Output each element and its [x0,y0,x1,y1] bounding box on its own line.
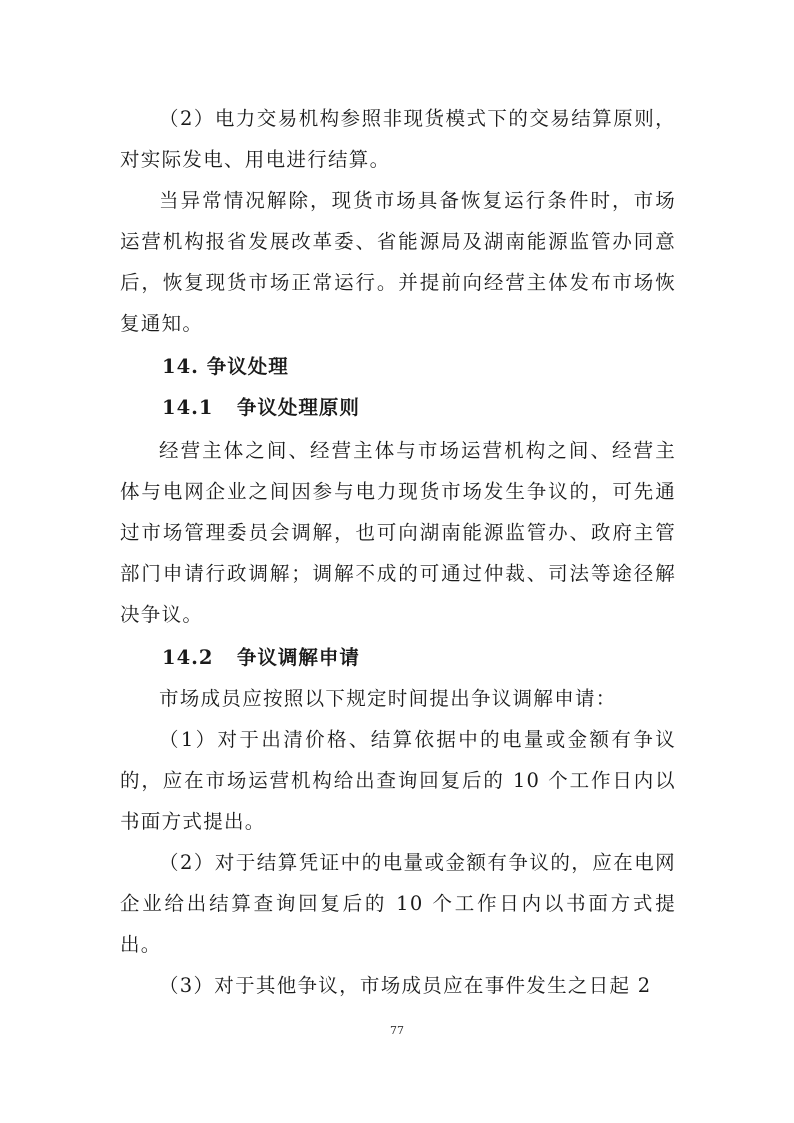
section-heading-dispute: 14. 争议处理 [162,355,289,378]
paragraph-application-intro: 市场成员应按照以下规定时间提出争议调解申请： [159,687,617,710]
subsection-heading-dispute-principle: 14.1 争议处理原则 [162,396,360,419]
paragraph-settlement-principle: （2）电力交易机构参照非现货模式下的交易结算原则，对实际发电、用电进行结算。 [120,107,676,171]
paragraph-recovery: 当异常情况解除，现货市场具备恢复运行条件时，市场运营机构报省发展改革委、省能源局及湖南能源监管办同意后，恢复现货市场正常运行。并提前向经营主体发布市场恢复通知。 [120,189,676,335]
document-body [120,98,676,1006]
page-number: 77 [390,1024,404,1037]
paragraph-dispute-principle: 经营主体之间、经营主体与市场运营机构之间、经营主体与电网企业之间因参与电力现货市场发生争议的，可先通过市场管理委员会调解，也可向湖南能源监管办、政府主管部门申请行政调解；调解不成的可通过仲裁、司法等途径解决争议。 [120,439,676,626]
paragraph-item-2: （2）对于结算凭证中的电量或金额有争议的，应在电网企业给出结算查询回复后的 10 个工作日内以书面方式提出。 [120,851,676,956]
paragraph-item-1: （1）对于出清价格、结算依据中的电量或金额有争议的，应在市场运营机构给出查询回复后的 10 个工作日内以书面方式提出。 [120,728,676,833]
paragraph-item-3: （3）对于其他争议，市场成员应在事件发生之日起 2 [159,974,652,997]
subsection-heading-mediation-application: 14.2 争议调解申请 [162,646,360,669]
